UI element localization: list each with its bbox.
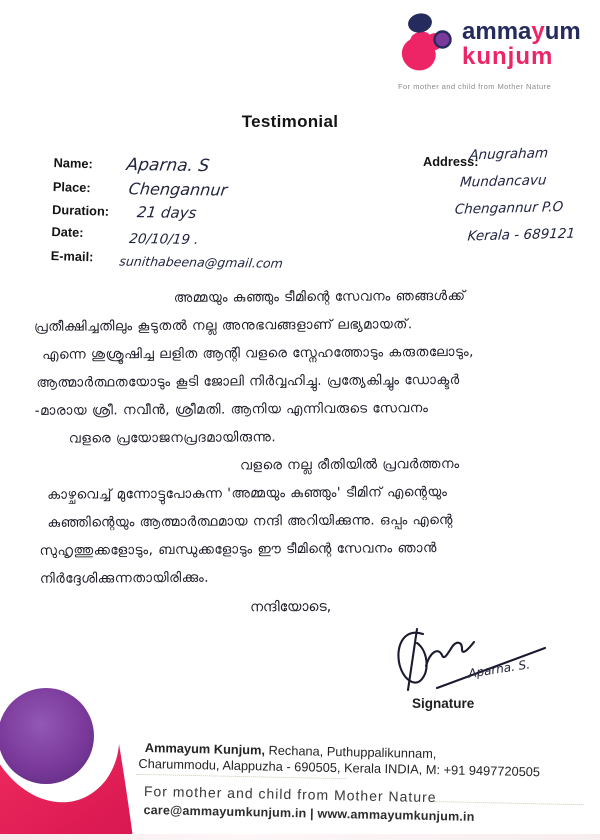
closing-line: നന്ദിയോടെ, [249,598,332,616]
footer-org-name: Ammayum Kunjum, [144,740,266,758]
address-line: Chengannur P.O [454,198,564,218]
body-line: വളരെ പ്രയോജനപ്രദമായിരുന്നു. [68,429,277,447]
body-line: പ്രതീക്ഷിച്ചതിലും കൂടുതൽ നല്ല അനുഭവങ്ങളാണ് ലഭ്യമായത്. [34,316,413,335]
footer-address-line: Charummodu, Alappuzha - 690505, Kerala INDIA, M: +91 9497720505 [138,755,541,780]
brand-logo [398,12,583,91]
field-name-value: Aparna. S [125,155,211,177]
field-date-label: Date: [51,223,84,240]
testimonial-body [34,287,576,629]
field-address-label: Address: [423,154,479,169]
signed-name: Aparna. S. [467,657,531,681]
address-line: Anugraham [468,145,549,164]
brand-name-line2: kunjum [462,43,554,70]
field-email-label: E-mail: [50,247,94,265]
page-title: Testimonial [241,112,339,131]
footer-org-rest: Rechana, Puthuppalikunnam, [264,742,437,762]
field-name-label: Name: [53,154,94,172]
body-line: അമ്മയും കുഞ്ഞും ടീമിന്റെ സേവനം ഞങ്ങൾക്ക് [173,287,466,306]
body-line: എന്നെ ശുശ്രൂഷിച്ച ലളിത ആന്റി വളരെ സ്നേഹത്തോടും കരുതലോടും, [42,343,474,363]
brand-name-line1: ammayum [462,18,581,45]
brand-accent-letter: y [531,18,545,45]
field-address-value [454,145,576,256]
signature-scribble [393,626,568,694]
field-place-value: Chengannur [127,179,229,200]
footer [138,740,590,826]
footer-tagline: For mother and child from Mother Nature [143,782,437,806]
body-line: വളരെ നല്ല രീതിയിൽ പ്രവർത്തനം [239,455,460,474]
scan-edge-tint [0,834,600,840]
body-line: നിർദ്ദേശിക്കുന്നതായിരിക്കും. [39,569,210,587]
address-line: Kerala - 689121 [466,225,576,245]
body-line: കാഴ്ചവെച്ച് മുന്നോട്ടുപോകുന്ന 'അമ്മയും കുഞ്ഞും' ടീമിന് എന്റെയും [47,484,448,503]
mother-child-logo-icon [398,12,456,74]
address-line: Mundancavu [459,172,548,191]
footer-contacts: care@ammayumkunjum.in | www.ammayumkunjum.in [143,802,475,824]
body-line: കുഞ്ഞിന്റെയും ആത്മാർത്ഥമായ നന്ദി അറിയിക്കുന്നു. ഒപ്പം എന്റെ [47,511,453,531]
field-email-value: sunithabeena@gmail.com [118,253,284,271]
body-line: സുഹൃത്തുക്കളോടും, ബന്ധുക്കളോടും ഈ ടീമിന്റെ സേവനം ഞാൻ [39,540,437,559]
body-line: -മാരായ ശ്രീ. നവീൻ, ശ്രീമതി. ആനിയ എന്നിവരുടെ സേവനം [34,400,429,419]
field-date-value: 20/10/19 . [128,231,200,248]
field-duration-label: Duration: [51,201,110,219]
form-fields [50,152,285,279]
field-place-label: Place: [52,178,91,196]
brand-tagline: For mother and child from Mother Nature [398,82,552,91]
body-line: ആത്മാർത്ഥതയോടും കൂടി ജോലി നിർവ്വഹിച്ചു. പ്രത്യേകിച്ചും ഡോക്ടർ [36,371,460,391]
signature-label: Signature [412,696,475,711]
field-duration-value: 21 days [135,203,198,222]
